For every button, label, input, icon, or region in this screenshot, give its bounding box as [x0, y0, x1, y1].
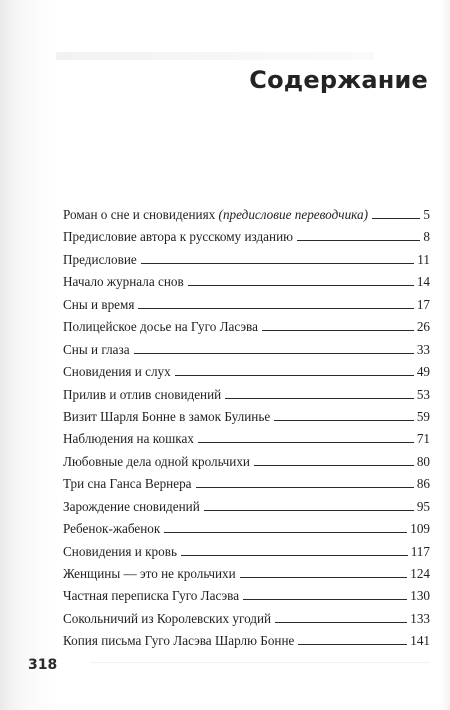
table-of-contents [63, 204, 430, 653]
toc-entry [63, 608, 430, 630]
toc-entry-title: Частная переписка Гуго Ласэва [63, 588, 240, 604]
dot-leader [225, 398, 414, 399]
toc-entry [63, 630, 430, 652]
toc-entry [63, 361, 430, 383]
toc-entry [63, 271, 430, 293]
toc-entry-title: Предисловие автора к русскому изданию [63, 229, 294, 245]
toc-page-number: 33 [416, 341, 430, 357]
toc-page-number: 130 [410, 588, 430, 604]
dot-leader [188, 285, 414, 286]
toc-page-number: 11 [417, 251, 430, 267]
toc-page-number: 133 [410, 610, 430, 626]
toc-page-number: 14 [416, 274, 430, 290]
toc-entry [63, 339, 430, 361]
toc-entry-title: Три сна Ганса Вернера [63, 476, 192, 492]
toc-entry-title: Копия письма Гуго Ласэва Шарлю Бонне [63, 633, 295, 649]
dot-leader [138, 308, 413, 309]
toc-page-number: 8 [423, 229, 430, 245]
toc-entry-title: Сновидения и кровь [63, 543, 177, 559]
dot-leader [275, 622, 407, 623]
dot-leader [196, 487, 414, 488]
dot-leader [297, 240, 420, 241]
toc-entry [63, 496, 430, 518]
toc-page-number: 95 [416, 498, 430, 514]
page-title: Содержание [249, 66, 428, 94]
toc-page-number: 49 [416, 364, 430, 380]
toc-entry-title: Сны и время [63, 296, 135, 312]
toc-entry-title: Наблюдения на кошках [63, 431, 194, 447]
toc-entry [63, 204, 430, 226]
toc-entry-subtitle: (предисловие переводчика) [218, 207, 368, 222]
toc-page-number: 124 [410, 566, 430, 581]
toc-entry-title: Предисловие [63, 251, 137, 267]
toc-entry [63, 451, 430, 473]
faded-footer-band [90, 662, 430, 663]
dot-leader [175, 375, 414, 376]
dot-leader [372, 218, 420, 219]
dot-leader [198, 442, 414, 443]
dot-leader [298, 644, 407, 645]
toc-entry-title: Полицейское досье на Гуго Ласэва [63, 319, 258, 335]
toc-page-number: 26 [416, 319, 430, 335]
toc-entry [63, 249, 430, 271]
toc-entry-title: Женщины — это не крольчихи [63, 566, 236, 581]
toc-entry-title: Сокольничий из Королевских угодий [63, 610, 272, 626]
toc-entry-title: Прилив и отлив сновидений [63, 386, 222, 402]
toc-entry [63, 518, 430, 540]
dot-leader [134, 353, 414, 354]
toc-page-number: 53 [416, 386, 430, 402]
dot-leader [243, 599, 407, 600]
toc-entry-title: Сны и глаза [63, 341, 130, 357]
faded-header-band [56, 52, 374, 60]
toc-entry [63, 406, 430, 428]
toc-entry [63, 563, 430, 585]
dot-leader [274, 420, 414, 421]
dot-leader [254, 465, 414, 466]
dot-leader [262, 330, 414, 331]
toc-page-number: 5 [423, 207, 430, 222]
toc-page-number: 109 [410, 521, 430, 537]
toc-page-number: 141 [410, 633, 430, 649]
dot-leader [181, 555, 408, 556]
toc-entry [63, 473, 430, 495]
toc-page-number: 80 [416, 453, 430, 469]
toc-entry [63, 226, 430, 248]
dot-leader [164, 532, 407, 533]
toc-entry [63, 294, 430, 316]
toc-entry-title: Визит Шарля Бонне в замок Булинье [63, 408, 271, 424]
toc-entry [63, 384, 430, 406]
toc-page-number: 71 [416, 431, 430, 447]
toc-page-number: 59 [416, 408, 430, 424]
toc-entry-title: Любовные дела одной крольчихи [63, 453, 250, 469]
toc-entry-title: Ребенок-жабенок [63, 521, 161, 537]
toc-entry-title: Зарождение сновидений [63, 498, 200, 514]
dot-leader [141, 263, 415, 264]
toc-entry-title: Сновидения и слух [63, 364, 171, 380]
dot-leader [204, 510, 414, 511]
toc-entry [63, 316, 430, 338]
folio-page-number: 318 [28, 657, 58, 673]
toc-page-number: 117 [410, 543, 430, 559]
toc-entry [63, 585, 430, 607]
toc-entry [63, 541, 430, 563]
toc-entry [63, 428, 430, 450]
toc-entry-title: Роман о сне и сновидениях (предисловие переводчика) [63, 207, 368, 222]
toc-entry-title: Начало журнала снов [63, 274, 184, 290]
toc-page-number: 86 [416, 476, 430, 492]
dot-leader [240, 577, 408, 578]
toc-page-number: 17 [416, 296, 430, 312]
